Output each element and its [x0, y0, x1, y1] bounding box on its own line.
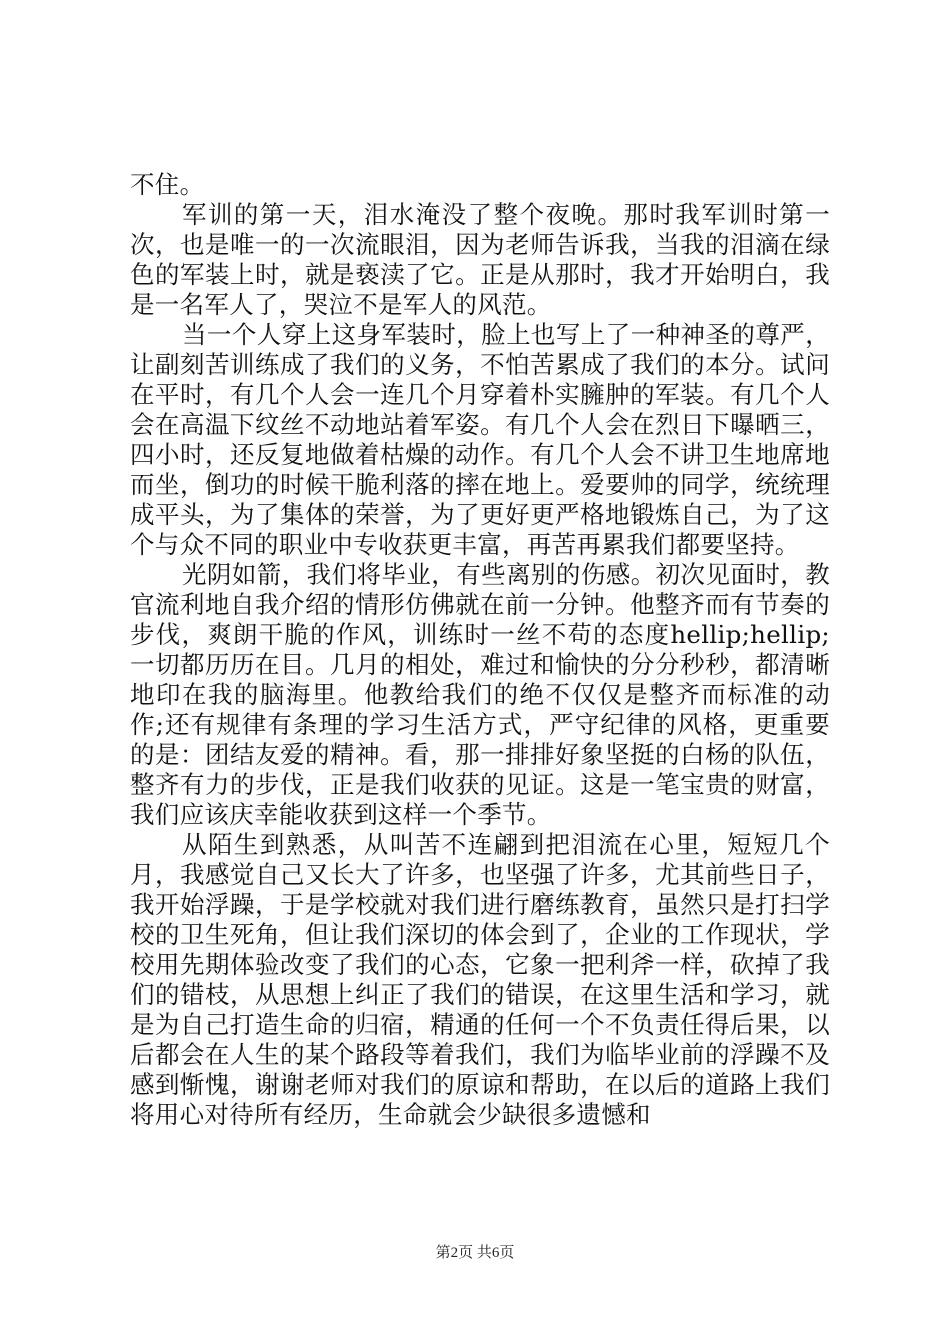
document-body — [130, 170, 830, 1130]
page-number-footer: 第2页 共6页 — [435, 1245, 515, 1261]
paragraph-growth: 从陌生到熟悉，从叫苦不连翩到把泪流在心里，短短几个月，我感觉自己又长大了许多，也坚强了许多，尤其前些日子，我开始浮躁，于是学校就对我们进行磨练教育，虽然只是打扫学校的卫生死角，但让我们深切的体会到了，企业的工作现状，学校用先期体验改变了我们的心态，它象一把利斧一样，砍掉了我们的错枝，从思想上纠正了我们的错误，在这里生活和学习，就是为自己打造生命的归宿，精通的任何一个不负责任得后果，以后都会在人生的某个路段等着我们，我们为临毕业前的浮躁不及感到惭愧，谢谢老师对我们的原谅和帮助，在以后的道路上我们将用心对待所有经历，生命就会少缺很多遗憾和 — [130, 830, 830, 1129]
paragraph-uniform: 当一个人穿上这身军装时，脸上也写上了一种神圣的尊严，让副刻苦训练成了我们的义务，不怕苦累成了我们的本分。试问在平时，有几个人会一连几个月穿着朴实臃肿的军装。有几个人会在高温下纹丝不动地站着军姿。有几个人会在烈日下曝晒三，四小时，还反复地做着枯燥的动作。有几个人会不讲卫生地席地而坐，倒功的时候干脆利落的摔在地上。爱要帅的同学，统统理成平头，为了集体的荣誉，为了更好更严格地锻炼自己，为了这个与众不同的职业中专收获更丰富，再苦再累我们都要坚持。 — [130, 320, 830, 559]
paragraph-continuation: 不住。 — [130, 170, 205, 199]
paragraph-first-day: 军训的第一天，泪水淹没了整个夜晚。那时我军训时第一次，也是唯一的一次流眼泪，因为老师告诉我，当我的泪滴在绿色的军装上时，就是亵渎了它。正是从那时，我才开始明白，我是一名军人了，哭泣不是军人的风范。 — [130, 200, 830, 319]
paragraph-graduation: 光阴如箭，我们将毕业，有些离别的伤感。初次见面时，教官流利地自我介绍的情形仿佛就在前一分钟。他整齐而有节奏的步伐，爽朗干脆的作风，训练时一丝不苟的态度hellip;hellip;一切都历历在目。几月的相处，难过和愉快的分分秒秒，都清晰地印在我的脑海里。他教给我们的绝不仅仅是整齐而标准的动作;还有规律有条理的学习生活方式，严守纪律的风格，更重要的是：团结友爱的精神。看，那一排排好象坚挺的白杨的队伍，整齐有力的步伐，正是我们收获的见证。这是一笔宝贵的财富，我们应该庆幸能收获到这样一个季节。 — [130, 560, 830, 829]
